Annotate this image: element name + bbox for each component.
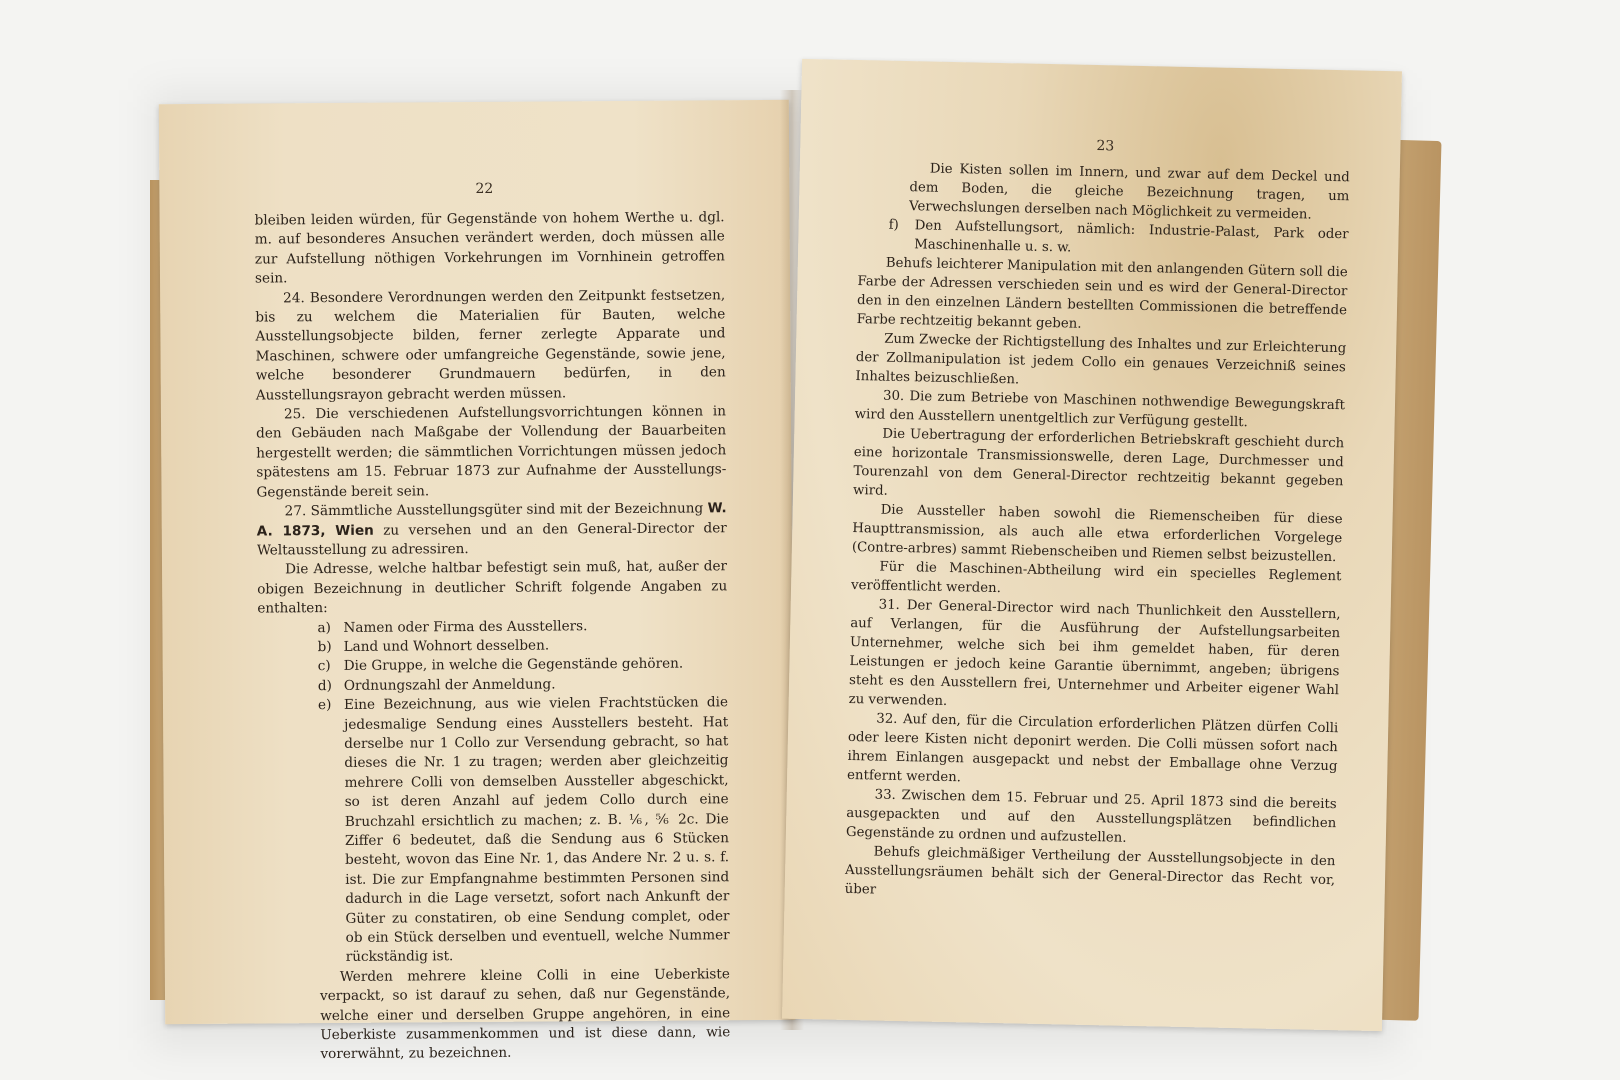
left-page	[159, 100, 795, 1063]
list-mark: d)	[317, 677, 332, 694]
list-text: Den Aufstellungsort, nämlich: Industrie-Palast, Park oder Maschinenhalle u. s. w.	[914, 218, 1349, 256]
paragraph-27-bold: W. A. 1873, Wien	[256, 500, 727, 540]
paragraph-colli: Werden mehrere kleine Colli in eine Ueberkiste verpackt, so ist darauf zu sehen, daß nur Gegenstände, welche einer und derselben Gruppe angehören, in eine Ueberkiste zusammenkommen und ist diese dann, wie vorerwähnt, zu bezeichnen.	[319, 966, 731, 1063]
list-text: Die Gruppe, in welche die Gegenstände gehören.	[343, 655, 684, 675]
left-page-text	[255, 208, 731, 1065]
paragraph-25: 25. Die verschiedenen Aufstellungsvorrichtungen können in den Gebäuden nach Maßgabe der Vollendung der Bauarbeiten hergestellt werden; die sämmtlichen Vorrichtungen müssen jedoch spätestens am 15. Februar 1873 zur Aufnahme der Ausstellungs-Gegenstände bereit sein.	[256, 403, 727, 501]
list-mark: c)	[317, 658, 331, 675]
list-item	[318, 693, 730, 968]
paragraph-31: 31. Der General-Director wird nach Thunlichkeit den Ausstellern, auf Verlangen, für die Ausführung der Aufstellungsarbeiten Unternehmer, welche sich bei ihm gemeldet haben, für deren Leistungen er jedoch keine Garantie übernimmt, angeben; übrigens steht es den Ausstellern frei, Unternehmer und Arbeiter eigener Wahl zu verwenden.	[848, 597, 1341, 710]
paragraph-behufs-1: Behufs leichterer Manipulation mit den anlangenden Gütern soll die Farbe der Adressen verschieden sein und es wird der General-Director den in den einzelnen Ländern bestellten Commissionen die betreffende Farbe rechtzeitig bekannt geben.	[856, 255, 1348, 332]
left-paragraph-continued: bleiben leiden würden, für Gegenstände von hohem Werthe u. dgl. m. auf besonderes Ansuchen verändert werden, doch müssen alle zur Aufstellung nöthigen Vorkehrungen im Vornhinein getroffen sein.	[254, 209, 725, 287]
paragraph-address: Die Adresse, welche haltbar befestigt sein muß, hat, außer der obigen Bezeichnung in deutlicher Schrift folgende Angaben zu enthalten:	[257, 558, 728, 617]
list-text: Ordnungszahl der Anmeldung.	[343, 676, 556, 694]
address-list	[257, 616, 729, 969]
paragraph-30: 30. Die zum Betriebe von Maschinen nothwendige Bewegungskraft wird den Ausstellern unentgeltlich zur Verfügung gestellt.	[854, 388, 1346, 431]
right-page-number: 23	[1096, 138, 1115, 155]
right-page	[782, 59, 1402, 1031]
paragraph-uebertragung: Die Uebertragung der erforderlichen Betriebskraft geschieht durch eine horizontale Transmissionswelle, deren Lage, Durchmesser und Tourenzahl von dem General-Director rechtzeitig bekannt gegeben wird.	[852, 426, 1345, 499]
list-text: Eine Bezeichnung, aus wie vielen Frachtstücken die jedesmalige Sendung eines Ausstellers besteht. Hat derselbe nur 1 Collo zur Versendung gebracht, so hat dieses die Nr. 1 zu tragen; werden aber gleichzeitig mehrere Colli von demselben Aussteller abgeschickt, so ist deren Anzahl auf jedem Collo durch eine Bruchzahl ersichtlich zu machen; z. B. ⅙, ⅚ 2c. Die Ziffer 6 bedeutet, daß die Sendung aus 6 Stücken besteht, wovon das Eine Nr. 1, das Andere Nr. 2 u. s. f. ist. Die zur Empfangnahme bestimmten Personen sind dadurch in die Lage versetzt, sofort nach Ankunft der Güter zu constatiren, ob eine Sendung complet, oder ob ein Stück derselben und eventuell, welche Nummer rückständig ist.	[343, 694, 730, 966]
list-mark: e)	[317, 697, 332, 714]
paragraph-kisten: Die Kisten sollen im Innern, und zwar auf dem Deckel und dem Boden, die gleiche Bezeichnung tragen, um Verwechslungen derselben nach Möglichkeit zu vermeiden.	[908, 161, 1350, 223]
list-mark: a)	[317, 619, 331, 636]
paragraph-zum-zwecke: Zum Zwecke der Richtigstellung des Inhaltes und zur Erleichterung der Zollmanipulation ist jedem Collo ein genaues Verzeichniß seines Inhaltes beizuschließen.	[855, 331, 1347, 388]
left-page-number: 22	[475, 180, 494, 198]
paragraph-32: 32. Auf den, für die Circulation erforderlichen Plätzen dürfen Colli oder leere Kisten nicht deponirt werden. Die Colli müssen sofort nach ihrem Einlangen ausgepackt und nebst der Emballage ohne Verzug entfernt werden.	[846, 711, 1339, 786]
right-page-number-wrap	[860, 132, 1350, 162]
paragraph-aussteller: Die Aussteller haben sowohl die Riemenscheiben für diese Haupttransmission, als auch alle etwa erforderlichen Vorgelege (Contre-arbres) sammt Riebenscheiben und Riemen selbst beizustellen.	[851, 502, 1343, 566]
paragraph-maschinen: Für die Maschinen-Abtheilung wird ein specielles Reglement veröffentlicht werden.	[850, 559, 1342, 597]
right-page-text	[845, 158, 1350, 909]
paragraph-behufs-2: Behufs gleichmäßiger Vertheilung der Ausstellungsobjecte in den Ausstellungsräumen behält sich der General-Director das Recht vor, über	[844, 844, 1336, 898]
list-mark: f)	[888, 217, 899, 233]
paragraph-24: 24. Besondere Verordnungen werden den Zeitpunkt festsetzen, bis zu welchem die Materialien für Bauten, welche Ausstellungsobjecte bilden, ferner zerlegte Apparate und Maschinen, schwere oder umfangreiche Gegenstände, sowie jene, welche besonderer Grundmauern bedürfen, in den Ausstellungsrayon gebracht werden müssen.	[255, 286, 726, 404]
paragraph-27-start: 27. Sämmtliche Ausstellungsgüter sind mit der Bezeichnung	[284, 500, 704, 520]
left-page-number-wrap	[254, 178, 714, 201]
list-text: Namen oder Firma des Ausstellers.	[343, 617, 588, 636]
list-mark: b)	[317, 638, 332, 656]
list-text: Land und Wohnort desselben.	[343, 637, 550, 655]
paragraph-33: 33. Zwischen dem 15. Februar und 25. April 1873 sind die bereits ausgepackten und auf den Ausstellungsplätzen befindlichen Gegenstände zu ordnen und aufzustellen.	[845, 787, 1337, 846]
paragraph-27	[257, 499, 727, 560]
paragraph-27-end: zu versehen und an den General-Director der Weltausstellung zu adressiren.	[256, 519, 727, 559]
